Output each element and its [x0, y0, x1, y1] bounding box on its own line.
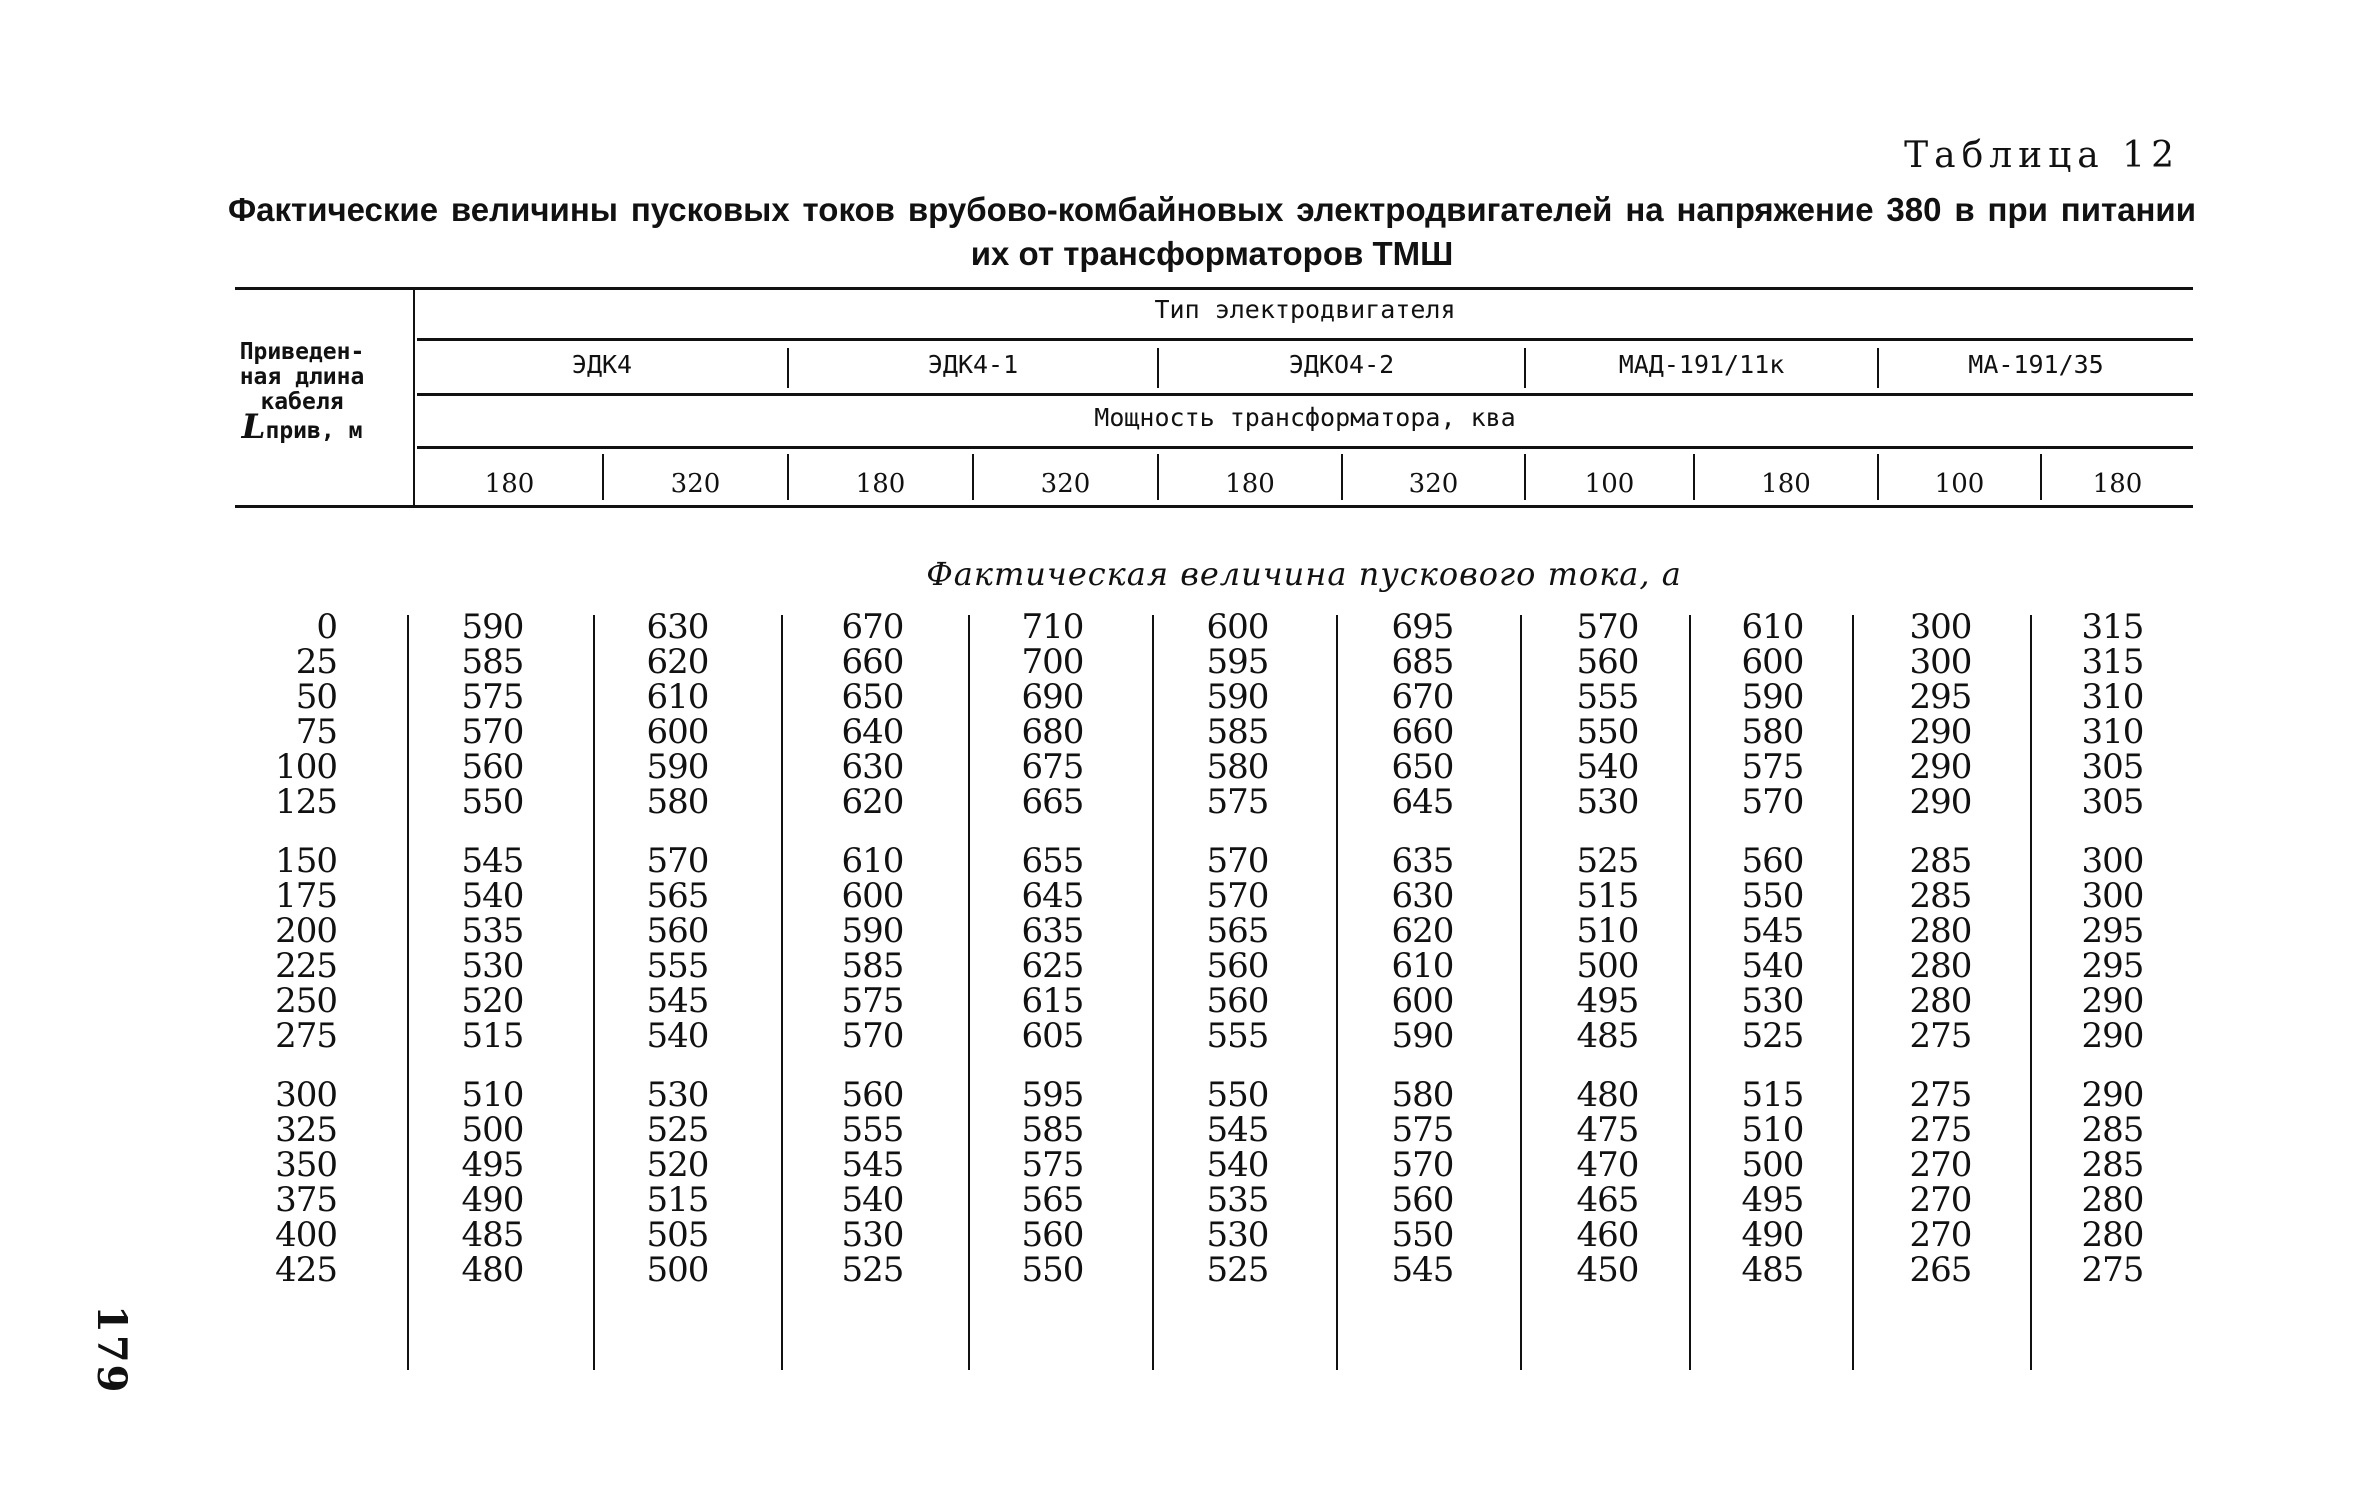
current-cell: 575: [841, 981, 904, 1021]
current-cell: 620: [646, 642, 709, 682]
current-cell: 520: [646, 1145, 709, 1185]
current-cell: 490: [1741, 1215, 1804, 1255]
current-cell: 290: [1909, 747, 1972, 787]
row-label-line: ная длина: [239, 364, 365, 390]
transformer-power-header: Мощность трансформатора, ква: [1094, 403, 1516, 432]
table-number: Таблица 12: [1904, 135, 2180, 176]
current-cell: 560: [841, 1075, 904, 1115]
current-cell: 665: [1021, 782, 1084, 822]
current-cell: 575: [1391, 1110, 1454, 1150]
page-number: 179: [88, 1305, 135, 1395]
current-cell: 590: [461, 607, 524, 647]
current-cell: 580: [646, 782, 709, 822]
current-cell: 310: [2081, 677, 2144, 717]
current-cell: 570: [461, 712, 524, 752]
current-cell: 300: [2081, 841, 2144, 881]
current-cell: 485: [1741, 1250, 1804, 1290]
current-cell: 575: [461, 677, 524, 717]
current-cell: 290: [2081, 1075, 2144, 1115]
current-cell: 275: [1909, 1075, 1972, 1115]
current-cell: 280: [1909, 946, 1972, 986]
current-column: [1350, 607, 1495, 1290]
current-cell: 280: [2081, 1215, 2144, 1255]
current-cell: 670: [841, 607, 904, 647]
current-cell: 300: [1909, 642, 1972, 682]
body-divider: [593, 615, 595, 1370]
row-label-header: [222, 339, 382, 447]
cable-length-cell: 250: [275, 981, 337, 1021]
body-divider: [781, 615, 783, 1370]
current-cell: 625: [1021, 946, 1084, 986]
power-value: 180: [484, 469, 535, 499]
current-cell: 610: [1741, 607, 1804, 647]
current-cell: 550: [1206, 1075, 1269, 1115]
current-cell: 510: [1576, 911, 1639, 951]
current-cell: 275: [1909, 1016, 1972, 1056]
current-cell: 710: [1021, 607, 1084, 647]
current-cell: 550: [1741, 876, 1804, 916]
current-cell: 305: [2081, 747, 2144, 787]
current-cell: 595: [1021, 1075, 1084, 1115]
rule-motors: [417, 393, 2193, 396]
current-cell: 560: [1391, 1180, 1454, 1220]
current-cell: 550: [1021, 1250, 1084, 1290]
current-cell: 270: [1909, 1215, 1972, 1255]
current-cell: 610: [646, 677, 709, 717]
current-cell: 655: [1021, 841, 1084, 881]
cable-length-cell: 150: [275, 841, 337, 881]
current-column: [1868, 607, 2013, 1290]
current-cell: 485: [461, 1215, 524, 1255]
cable-length-cell: 175: [275, 876, 337, 916]
current-cell: 315: [2081, 607, 2144, 647]
current-cell: 590: [646, 747, 709, 787]
current-cell: 525: [1206, 1250, 1269, 1290]
current-cell: 450: [1576, 1250, 1639, 1290]
current-cell: 565: [646, 876, 709, 916]
cable-length-cell: 400: [275, 1215, 337, 1255]
rule-motor-type: [417, 338, 2193, 341]
current-cell: 290: [1909, 782, 1972, 822]
current-cell: 630: [646, 607, 709, 647]
current-cell: 500: [1741, 1145, 1804, 1185]
current-cell: 280: [1909, 981, 1972, 1021]
current-cell: 540: [841, 1180, 904, 1220]
current-cell: 515: [461, 1016, 524, 1056]
current-cell: 560: [646, 911, 709, 951]
current-cell: 300: [2081, 876, 2144, 916]
current-cell: 585: [461, 642, 524, 682]
current-cell: 500: [461, 1110, 524, 1150]
current-cell: 650: [1391, 747, 1454, 787]
body-divider: [1336, 615, 1338, 1370]
row-label-line: Приведен-: [239, 339, 365, 365]
row-label-line: [222, 407, 382, 447]
current-cell: 520: [461, 981, 524, 1021]
current-cell: 495: [1741, 1180, 1804, 1220]
current-cell: 565: [1021, 1180, 1084, 1220]
current-cell: 315: [2081, 642, 2144, 682]
current-cell: 545: [461, 841, 524, 881]
current-column: [980, 607, 1125, 1290]
current-cell: 465: [1576, 1180, 1639, 1220]
current-cell: 595: [1206, 642, 1269, 682]
current-cell: 635: [1391, 841, 1454, 881]
current-cell: 575: [1021, 1145, 1084, 1185]
current-cell: 510: [1741, 1110, 1804, 1150]
rule-header-bottom: [235, 505, 2193, 508]
current-cell: 590: [1206, 677, 1269, 717]
current-column: [1535, 607, 1680, 1290]
cable-length-column: [195, 607, 355, 1290]
motor-name: ЭДК4-1: [927, 350, 1019, 379]
current-cell: 305: [2081, 782, 2144, 822]
current-cell: 525: [841, 1250, 904, 1290]
current-cell: 555: [841, 1110, 904, 1150]
current-cell: 545: [1741, 911, 1804, 951]
current-column: [1165, 607, 1310, 1290]
cable-length-cell: 350: [275, 1145, 337, 1185]
power-value: 180: [855, 469, 906, 499]
current-cell: 700: [1021, 642, 1084, 682]
current-cell: 570: [646, 841, 709, 881]
current-cell: 570: [1206, 841, 1269, 881]
power-value: 180: [2092, 469, 2143, 499]
current-cell: 530: [646, 1075, 709, 1115]
current-cell: 550: [1576, 712, 1639, 752]
current-cell: 525: [646, 1110, 709, 1150]
motor-type-header: Тип электродвигателя: [1154, 295, 1456, 324]
current-cell: 570: [1741, 782, 1804, 822]
current-cell: 675: [1021, 747, 1084, 787]
current-cell: 540: [1206, 1145, 1269, 1185]
current-cell: 695: [1391, 607, 1454, 647]
current-cell: 610: [1391, 946, 1454, 986]
current-cell: 290: [1909, 712, 1972, 752]
current-cell: 490: [461, 1180, 524, 1220]
cable-length-cell: 200: [275, 911, 337, 951]
row-label-line: кабеля: [260, 389, 344, 415]
cable-length-cell: 375: [275, 1180, 337, 1220]
current-cell: 600: [1741, 642, 1804, 682]
current-cell: 530: [461, 946, 524, 986]
title-line-1: Фактические величины пусковых токов врубово-комбайновых электродвигателей на напряжение 380 в при питании: [228, 191, 2196, 228]
current-cell: 605: [1021, 1016, 1084, 1056]
motor-name: МАД-191/11к: [1618, 350, 1785, 379]
current-cell: 495: [1576, 981, 1639, 1021]
cable-length-cell: 300: [275, 1075, 337, 1115]
current-cell: 620: [841, 782, 904, 822]
current-cell: 285: [1909, 841, 1972, 881]
current-cell: 560: [1576, 642, 1639, 682]
current-cell: 600: [646, 712, 709, 752]
current-cell: 290: [2081, 1016, 2144, 1056]
current-cell: 580: [1206, 747, 1269, 787]
title-line-2: их от трансформаторов ТМШ: [970, 235, 1454, 272]
current-cell: 295: [2081, 911, 2144, 951]
current-cell: 640: [841, 712, 904, 752]
current-cell: 645: [1391, 782, 1454, 822]
current-cell: 560: [1206, 946, 1269, 986]
current-cell: 460: [1576, 1215, 1639, 1255]
current-cell: 270: [1909, 1180, 1972, 1220]
current-cell: 515: [1576, 876, 1639, 916]
power-value: 180: [1225, 469, 1275, 499]
rule-top: [235, 287, 2193, 290]
current-cell: 540: [1741, 946, 1804, 986]
current-cell: 690: [1021, 677, 1084, 717]
current-cell: 545: [1391, 1250, 1454, 1290]
current-cell: 280: [2081, 1180, 2144, 1220]
current-cell: 610: [841, 841, 904, 881]
cable-length-cell: 75: [295, 712, 337, 752]
cable-length-cell: 325: [275, 1110, 337, 1150]
current-cell: 570: [841, 1016, 904, 1056]
current-cell: 580: [1391, 1075, 1454, 1115]
body-divider: [2030, 615, 2032, 1370]
current-cell: 265: [1909, 1250, 1972, 1290]
motor-name: МА-191/35: [1968, 350, 2104, 379]
current-cell: 470: [1576, 1145, 1639, 1185]
actual-current-caption: [415, 555, 2193, 593]
body-divider: [407, 615, 409, 1370]
body-divider: [1152, 615, 1154, 1370]
rule-power: [417, 446, 2193, 449]
current-cell: 275: [2081, 1250, 2144, 1290]
current-cell: 280: [1909, 911, 1972, 951]
current-cell: 600: [1391, 981, 1454, 1021]
current-cell: 645: [1021, 876, 1084, 916]
current-cell: 585: [841, 946, 904, 986]
current-column: [605, 607, 750, 1290]
current-cell: 540: [646, 1016, 709, 1056]
current-cell: 480: [461, 1250, 524, 1290]
current-cell: 660: [1391, 712, 1454, 752]
cable-length-cell: 225: [275, 946, 337, 986]
current-cell: 685: [1391, 642, 1454, 682]
current-cell: 615: [1021, 981, 1084, 1021]
actual-current-text: Фактическая величина пускового тока, а: [926, 555, 1682, 593]
current-cell: 555: [1206, 1016, 1269, 1056]
row-label-symbol: L: [241, 407, 266, 447]
body-divider: [1852, 615, 1854, 1370]
current-cell: 480: [1576, 1075, 1639, 1115]
current-cell: 575: [1206, 782, 1269, 822]
power-value: 320: [670, 469, 721, 499]
current-cell: 560: [1741, 841, 1804, 881]
current-cell: 505: [646, 1215, 709, 1255]
current-cell: 585: [1206, 712, 1269, 752]
current-cell: 285: [2081, 1145, 2144, 1185]
current-cell: 590: [1391, 1016, 1454, 1056]
current-cell: 530: [841, 1215, 904, 1255]
current-cell: 285: [1909, 876, 1972, 916]
cable-length-cell: 50: [295, 677, 337, 717]
current-cell: 550: [461, 782, 524, 822]
current-cell: 515: [1741, 1075, 1804, 1115]
body-divider: [1689, 615, 1691, 1370]
cable-length-cell: 100: [275, 747, 337, 787]
motor-name: ЭДК4: [571, 350, 633, 379]
current-cell: 670: [1391, 677, 1454, 717]
cable-length-cell: 425: [275, 1250, 337, 1290]
current-cell: 495: [461, 1145, 524, 1185]
current-cell: 585: [1021, 1110, 1084, 1150]
current-cell: 630: [841, 747, 904, 787]
row-label-subscript: прив, м: [265, 418, 363, 444]
current-cell: 285: [2081, 1110, 2144, 1150]
header-divider-main: [413, 290, 415, 505]
current-cell: 635: [1021, 911, 1084, 951]
current-cell: 560: [461, 747, 524, 787]
current-cell: 485: [1576, 1016, 1639, 1056]
current-cell: 535: [461, 911, 524, 951]
power-value: 320: [1408, 469, 1459, 499]
table-title: [228, 188, 2196, 276]
current-cell: 630: [1391, 876, 1454, 916]
power-value: 100: [1934, 469, 1985, 499]
current-cell: 275: [1909, 1110, 1972, 1150]
current-cell: 590: [841, 911, 904, 951]
current-cell: 295: [2081, 946, 2144, 986]
current-cell: 570: [1206, 876, 1269, 916]
current-cell: 310: [2081, 712, 2144, 752]
current-cell: 535: [1206, 1180, 1269, 1220]
body-divider: [1520, 615, 1522, 1370]
current-cell: 525: [1576, 841, 1639, 881]
current-cell: 680: [1021, 712, 1084, 752]
current-column: [420, 607, 565, 1290]
current-cell: 550: [1391, 1215, 1454, 1255]
motor-name: ЭДКО4-2: [1288, 350, 1395, 379]
cable-length-cell: 25: [295, 642, 337, 682]
current-cell: 270: [1909, 1145, 1972, 1185]
current-cell: 525: [1741, 1016, 1804, 1056]
current-cell: 530: [1576, 782, 1639, 822]
current-cell: 510: [461, 1075, 524, 1115]
current-cell: 500: [646, 1250, 709, 1290]
current-cell: 555: [1576, 677, 1639, 717]
current-cell: 660: [841, 642, 904, 682]
power-value: 100: [1584, 469, 1635, 499]
current-cell: 600: [1206, 607, 1269, 647]
current-cell: 500: [1576, 946, 1639, 986]
current-cell: 570: [1391, 1145, 1454, 1185]
current-column: [1700, 607, 1845, 1290]
current-cell: 570: [1576, 607, 1639, 647]
power-value: 320: [1040, 469, 1091, 499]
current-cell: 515: [646, 1180, 709, 1220]
current-cell: 580: [1741, 712, 1804, 752]
current-cell: 540: [461, 876, 524, 916]
current-cell: 565: [1206, 911, 1269, 951]
cable-length-cell: 125: [275, 782, 337, 822]
current-cell: 575: [1741, 747, 1804, 787]
current-cell: 545: [1206, 1110, 1269, 1150]
current-cell: 560: [1206, 981, 1269, 1021]
current-cell: 540: [1576, 747, 1639, 787]
current-cell: 295: [1909, 677, 1972, 717]
cable-length-cell: 275: [275, 1016, 337, 1056]
current-cell: 530: [1206, 1215, 1269, 1255]
current-cell: 600: [841, 876, 904, 916]
current-cell: 590: [1741, 677, 1804, 717]
current-cell: 290: [2081, 981, 2144, 1021]
cable-length-cell: 0: [316, 607, 337, 647]
current-cell: 300: [1909, 607, 1972, 647]
power-value: 180: [1761, 469, 1811, 499]
current-cell: 530: [1741, 981, 1804, 1021]
current-cell: 650: [841, 677, 904, 717]
current-cell: 555: [646, 946, 709, 986]
current-column: [800, 607, 945, 1290]
current-column: [2040, 607, 2185, 1290]
body-divider: [968, 615, 970, 1370]
current-cell: 545: [841, 1145, 904, 1185]
current-cell: 475: [1576, 1110, 1639, 1150]
current-cell: 560: [1021, 1215, 1084, 1255]
current-cell: 620: [1391, 911, 1454, 951]
current-cell: 545: [646, 981, 709, 1021]
